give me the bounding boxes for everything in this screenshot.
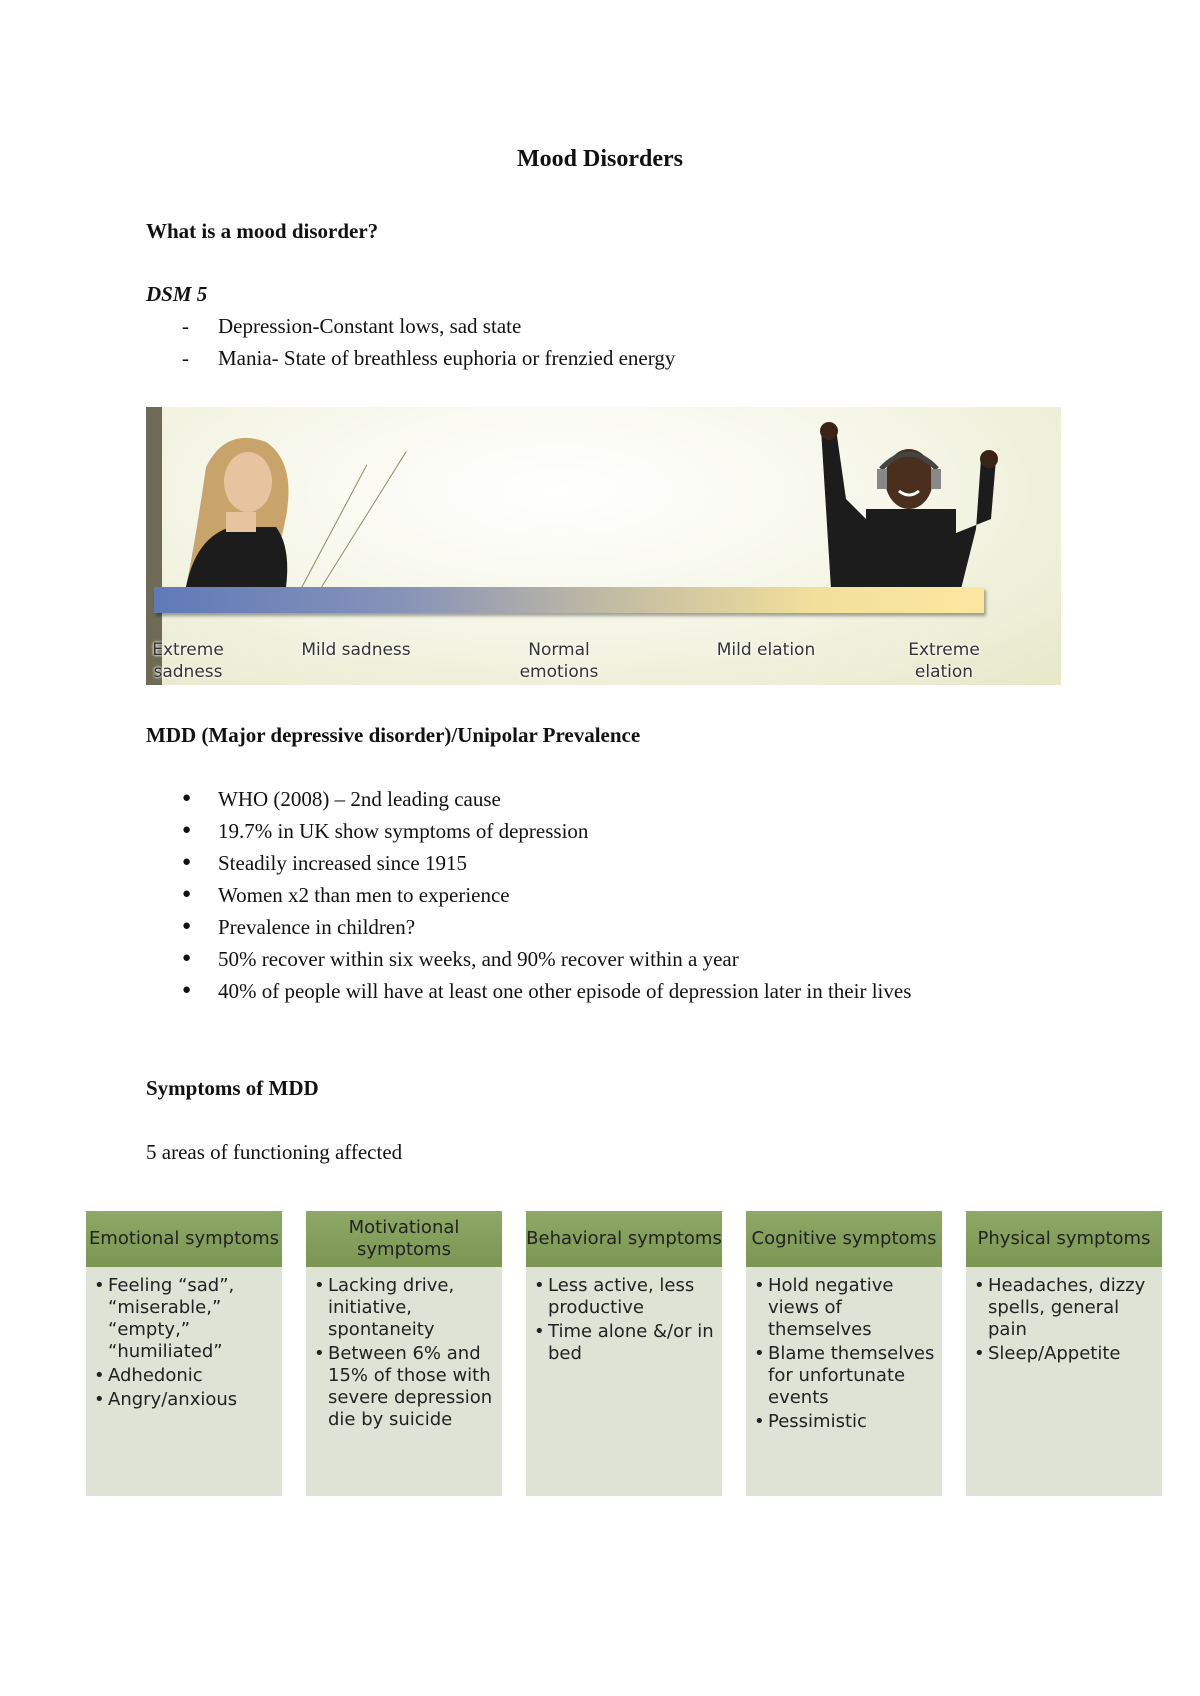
symptom-item: • Time alone &/or in bed xyxy=(548,1321,722,1365)
bullet-marker: ● xyxy=(182,918,192,934)
symptom-item: • Adhedonic xyxy=(108,1365,282,1387)
list-item-text: 40% of people will have at least one other episode of depression later in their lives xyxy=(218,979,912,1003)
column-title: Physical symptoms xyxy=(966,1211,1162,1267)
bullet-marker: ● xyxy=(182,790,192,806)
spectrum-label: Extreme elation xyxy=(908,640,980,682)
spectrum-label: Mild sadness xyxy=(301,640,411,660)
mdd-heading: MDD (Major depressive disorder)/Unipolar Prevalence xyxy=(146,723,641,747)
symptom-item: • Less active, less productive xyxy=(548,1275,722,1319)
list-item-text: Prevalence in children? xyxy=(218,915,416,939)
symptoms-intro: 5 areas of functioning affected xyxy=(146,1140,403,1164)
spectrum-label: Normal emotions xyxy=(519,640,599,682)
column-title: Behavioral symptoms xyxy=(526,1211,722,1267)
symptom-item: • Blame themselves for unfortunate events xyxy=(768,1343,942,1409)
spectrum-label: Extreme sadness xyxy=(152,640,224,682)
symptom-item: • Feeling “sad”, “miserable,” “empty,” “humiliated” xyxy=(108,1275,282,1363)
bullet-marker: ● xyxy=(182,950,192,966)
bullet-marker: ● xyxy=(182,982,192,998)
column-title: Emotional symptoms xyxy=(86,1211,282,1267)
symptom-item: • Hold negative views of themselves xyxy=(768,1275,942,1341)
bullet-marker: ● xyxy=(182,822,192,838)
symptom-column-motivational xyxy=(306,1211,502,1496)
sad-woman-illustration xyxy=(166,427,316,587)
symptom-item: • Pessimistic xyxy=(768,1411,942,1433)
dash-marker: - xyxy=(182,314,189,338)
symptom-item: • Headaches, dizzy spells, general pain xyxy=(988,1275,1162,1341)
list-item-text: 19.7% in UK show symptoms of depression xyxy=(218,819,589,843)
dash-marker: - xyxy=(182,346,189,370)
symptom-item: • Lacking drive, initiative, spontaneity xyxy=(328,1275,502,1341)
list-item-text: Women x2 than men to experience xyxy=(218,883,510,907)
happy-woman-illustration xyxy=(801,419,1001,589)
dsm-item-text: Depression-Constant lows, sad state xyxy=(218,314,522,338)
grass-stalk xyxy=(321,451,407,587)
mood-spectrum-figure xyxy=(146,407,1061,685)
column-title: Cognitive symptoms xyxy=(746,1211,942,1267)
symptom-item: • Sleep/Appetite xyxy=(988,1343,1162,1365)
spectrum-label: Mild elation xyxy=(716,640,816,660)
symptom-column-emotional xyxy=(86,1211,282,1496)
page-title: Mood Disorders xyxy=(517,146,683,172)
column-title: Motivational symptoms xyxy=(306,1211,502,1267)
symptom-column-cognitive xyxy=(746,1211,942,1496)
bullet-marker: ● xyxy=(182,854,192,870)
list-item-text: WHO (2008) – 2nd leading cause xyxy=(218,787,501,811)
mood-gradient-bar xyxy=(154,587,984,613)
list-item-text: Steadily increased since 1915 xyxy=(218,851,468,875)
symptom-column-physical xyxy=(966,1211,1162,1496)
symptoms-table-figure xyxy=(86,1211,1162,1496)
symptom-column-behavioral xyxy=(526,1211,722,1496)
dsm-heading: DSM 5 xyxy=(146,282,208,306)
list-item-text: 50% recover within six weeks, and 90% recover within a year xyxy=(218,947,739,971)
bullet-marker: ● xyxy=(182,886,192,902)
dsm-item-text: Mania- State of breathless euphoria or frenzied energy xyxy=(218,346,676,370)
symptoms-heading: Symptoms of MDD xyxy=(146,1076,319,1100)
symptom-item: • Angry/anxious xyxy=(108,1389,282,1411)
question-heading: What is a mood disorder? xyxy=(146,219,379,243)
symptom-item: • Between 6% and 15% of those with severe depression die by suicide xyxy=(328,1343,502,1431)
